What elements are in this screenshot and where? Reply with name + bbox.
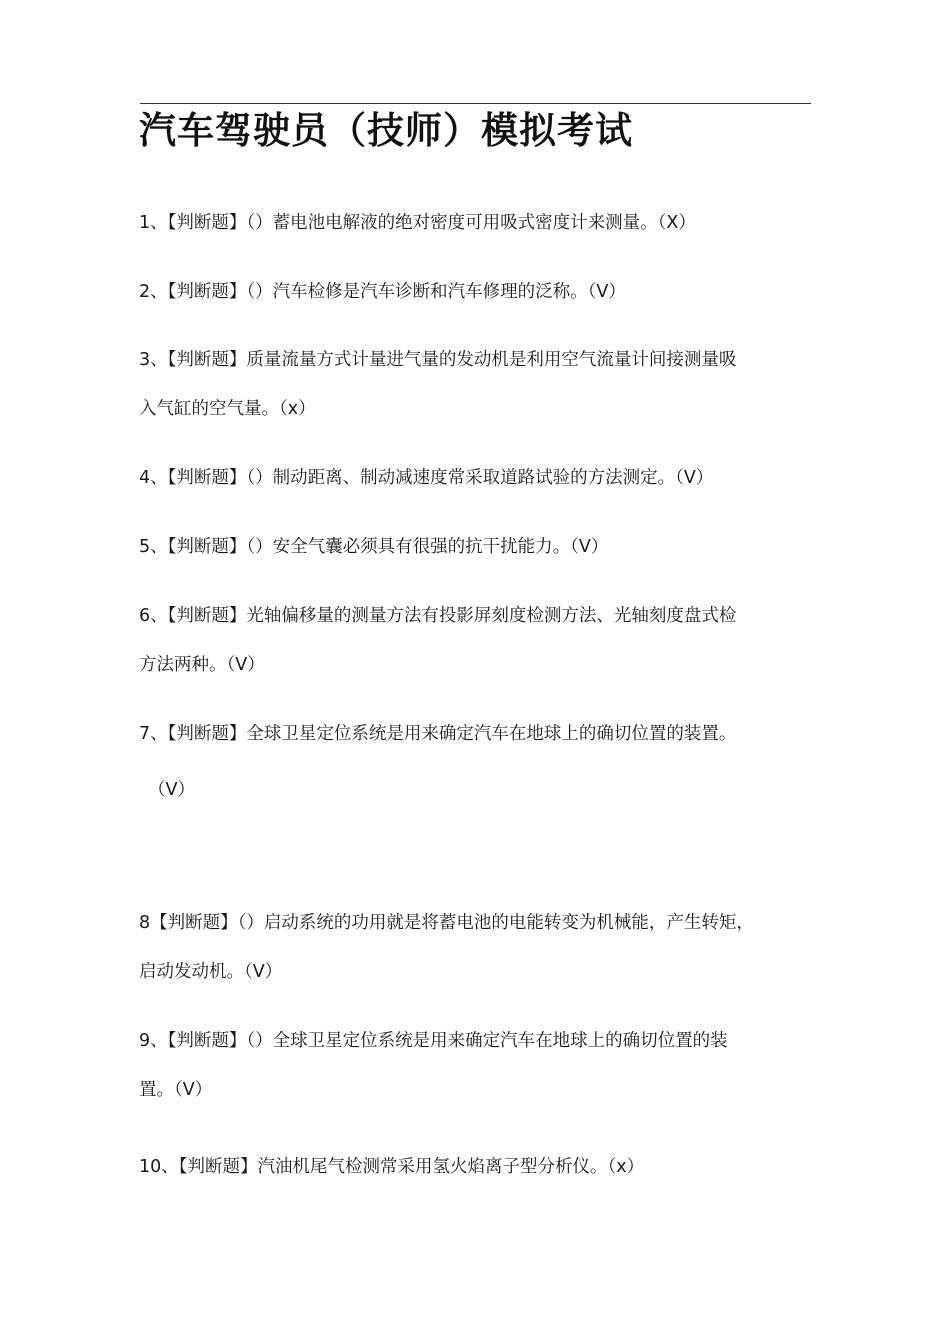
question-5-line-1: 5、【判断题】（）安全气囊必须具有很强的抗干扰能力。（V） — [139, 537, 609, 557]
question-4-line-1: 4、【判断题】（）制动距离、制动减速度常采取道路试验的方法测定。（V） — [139, 468, 714, 488]
question-10-line-1: 10、【判断题】汽油机尾气检测常采用氢火焰离子型分析仪。（x） — [139, 1157, 645, 1177]
question-8-line-2: 启动发动机。（V） — [139, 962, 283, 982]
question-9-line-2: 置。（V） — [139, 1080, 213, 1100]
question-6-line-1: 6、【判断题】光轴偏移量的测量方法有投影屏刻度检测方法、光轴刻度盘式检 — [139, 606, 737, 626]
question-2-line-1: 2、【判断题】（）汽车检修是汽车诊断和汽车修理的泛称。（V） — [139, 282, 626, 302]
question-7-line-2: （V） — [148, 780, 195, 800]
header-rule — [140, 103, 811, 104]
question-8-line-1: 8【判断题】（）启动系统的功用就是将蓄电池的电能转变为机械能，产生转矩， — [139, 913, 754, 933]
question-3-line-2: 入气缸的空气量。（x） — [139, 399, 316, 419]
document-title: 汽车驾驶员（技师）模拟考试 — [139, 109, 633, 152]
question-7-line-1: 7、【判断题】全球卫星定位系统是用来确定汽车在地球上的确切位置的装置。 — [139, 724, 737, 744]
question-1-line-1: 1、【判断题】（）蓄电池电解液的绝对密度可用吸式密度计来测量。（X） — [139, 213, 696, 233]
question-6-line-2: 方法两种。（V） — [139, 655, 265, 675]
question-9-line-1: 9、【判断题】（）全球卫星定位系统是用来确定汽车在地球上的确切位置的装 — [139, 1031, 728, 1051]
question-3-line-1: 3、【判断题】质量流量方式计量进气量的发动机是利用空气流量计间接测量吸 — [139, 350, 737, 370]
